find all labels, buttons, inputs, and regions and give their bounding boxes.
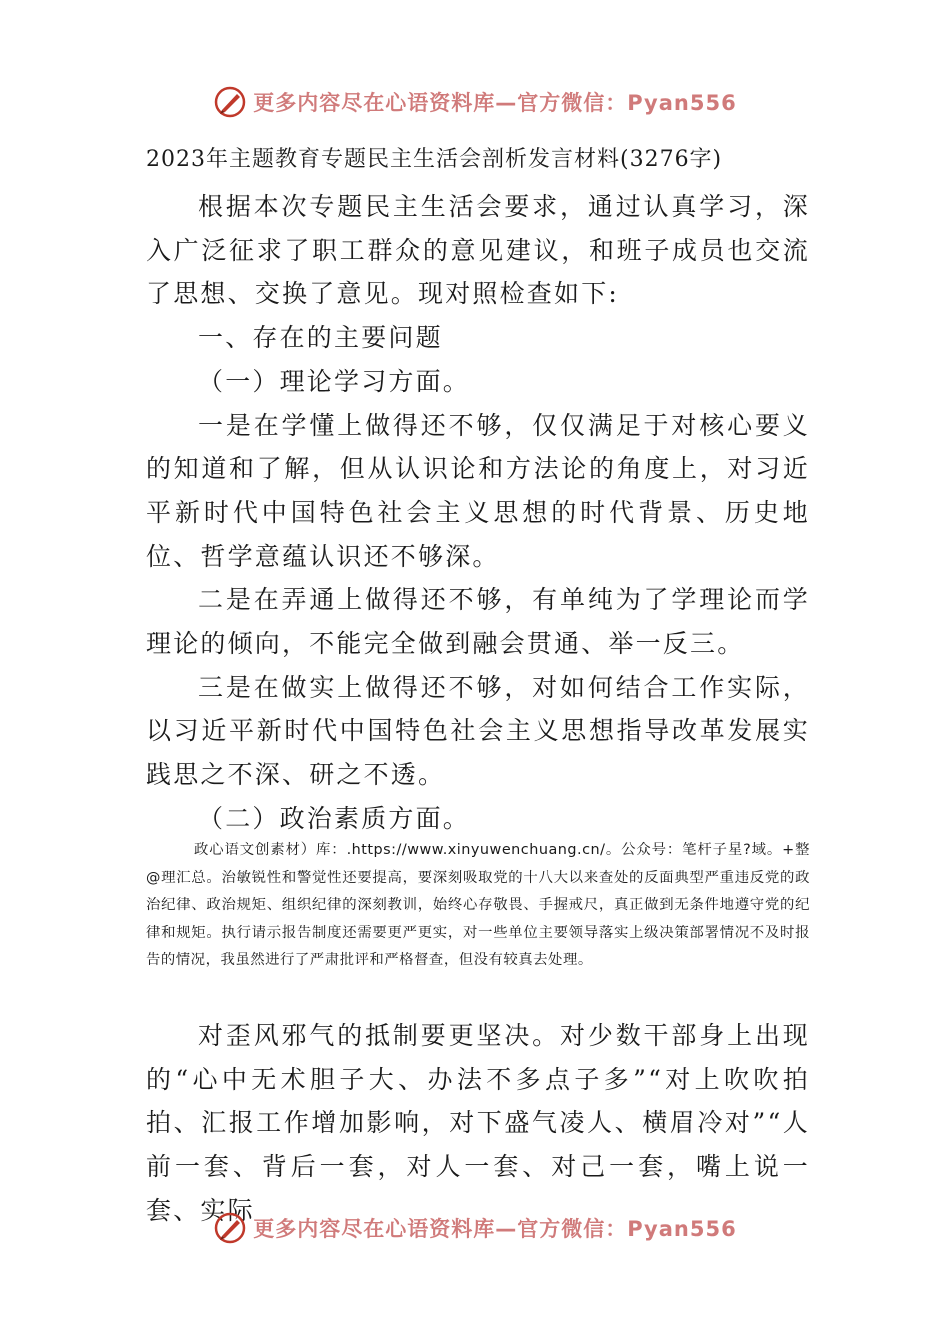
header-banner — [0, 82, 950, 122]
document-body — [146, 185, 810, 841]
small-paragraph: 政心语文创素材）库：.https://www.xinyuwenchuang.cn/。公众号：笔杆子星?域。+整@理汇总。治敏锐性和警觉性还要提高，要深刻吸取党的十八大以来查处的反面典型严重违反党的政治纪律、政治规矩、组织纪律的深刻教训，始终心存敬畏、手握戒尺，真正做到无条件地遵守党的纪律和规矩。执行请示报告制度还需要更严更实，对一些单位主要领导落实上级决策部署情况不及时报告的情况，我虽然进行了严肃批评和严格督查，但没有较真去处理。 — [146, 842, 810, 968]
body-paragraph: 一是在学懂上做得还不够，仅仅满足于对核心要义的知道和了解，但从认识论和方法论的角度上，对习近平新时代中国特色社会主义思想的时代背景、历史地位、哲学意蕴认识还不够深。 — [146, 410, 810, 571]
document-title: 2023年主题教育专题民主生活会剖析发言材料(3276字) — [146, 147, 723, 172]
banner-text: 更多内容尽在心语资料库—官方微信：Pyan556 — [253, 1217, 737, 1241]
body-paragraph: 对歪风邪气的抵制要更坚决。对少数干部身上出现的“心中无术胆子大、办法不多点子多”“对上吹吹拍拍、汇报工作增加影响，对下盛气凌人、横眉冷对”“人前一套、背后一套，对人一套、对己一套，嘴上说一套、实际 — [146, 1021, 810, 1225]
pen-logo-icon — [213, 85, 247, 119]
body-paragraph: 三是在做实上做得还不够，对如何结合工作实际，以习近平新时代中国特色社会主义思想指导改革发展实践思之不深、研之不透。 — [146, 672, 810, 790]
intro-paragraph: 根据本次专题民主生活会要求，通过认真学习，深入广泛征求了职工群众的意见建议，和班子成员也交流了思想、交换了意见。现对照检查如下: — [146, 192, 810, 309]
small-text-block — [146, 837, 810, 975]
body-paragraph: 二是在弄通上做得还不够，有单纯为了学理论而学理论的倾向，不能完全做到融会贯通、举一反三。 — [146, 585, 810, 659]
continued-body — [146, 1014, 810, 1233]
banner-text: 更多内容尽在心语资料库—官方微信：Pyan556 — [253, 91, 737, 115]
subsection-heading: （一）理论学习方面。 — [198, 366, 471, 396]
section-heading: 一、存在的主要问题 — [198, 323, 443, 353]
footer-banner — [0, 1208, 950, 1248]
pen-logo-icon — [213, 1211, 247, 1245]
subsection-heading: （二）政治素质方面。 — [198, 803, 471, 833]
